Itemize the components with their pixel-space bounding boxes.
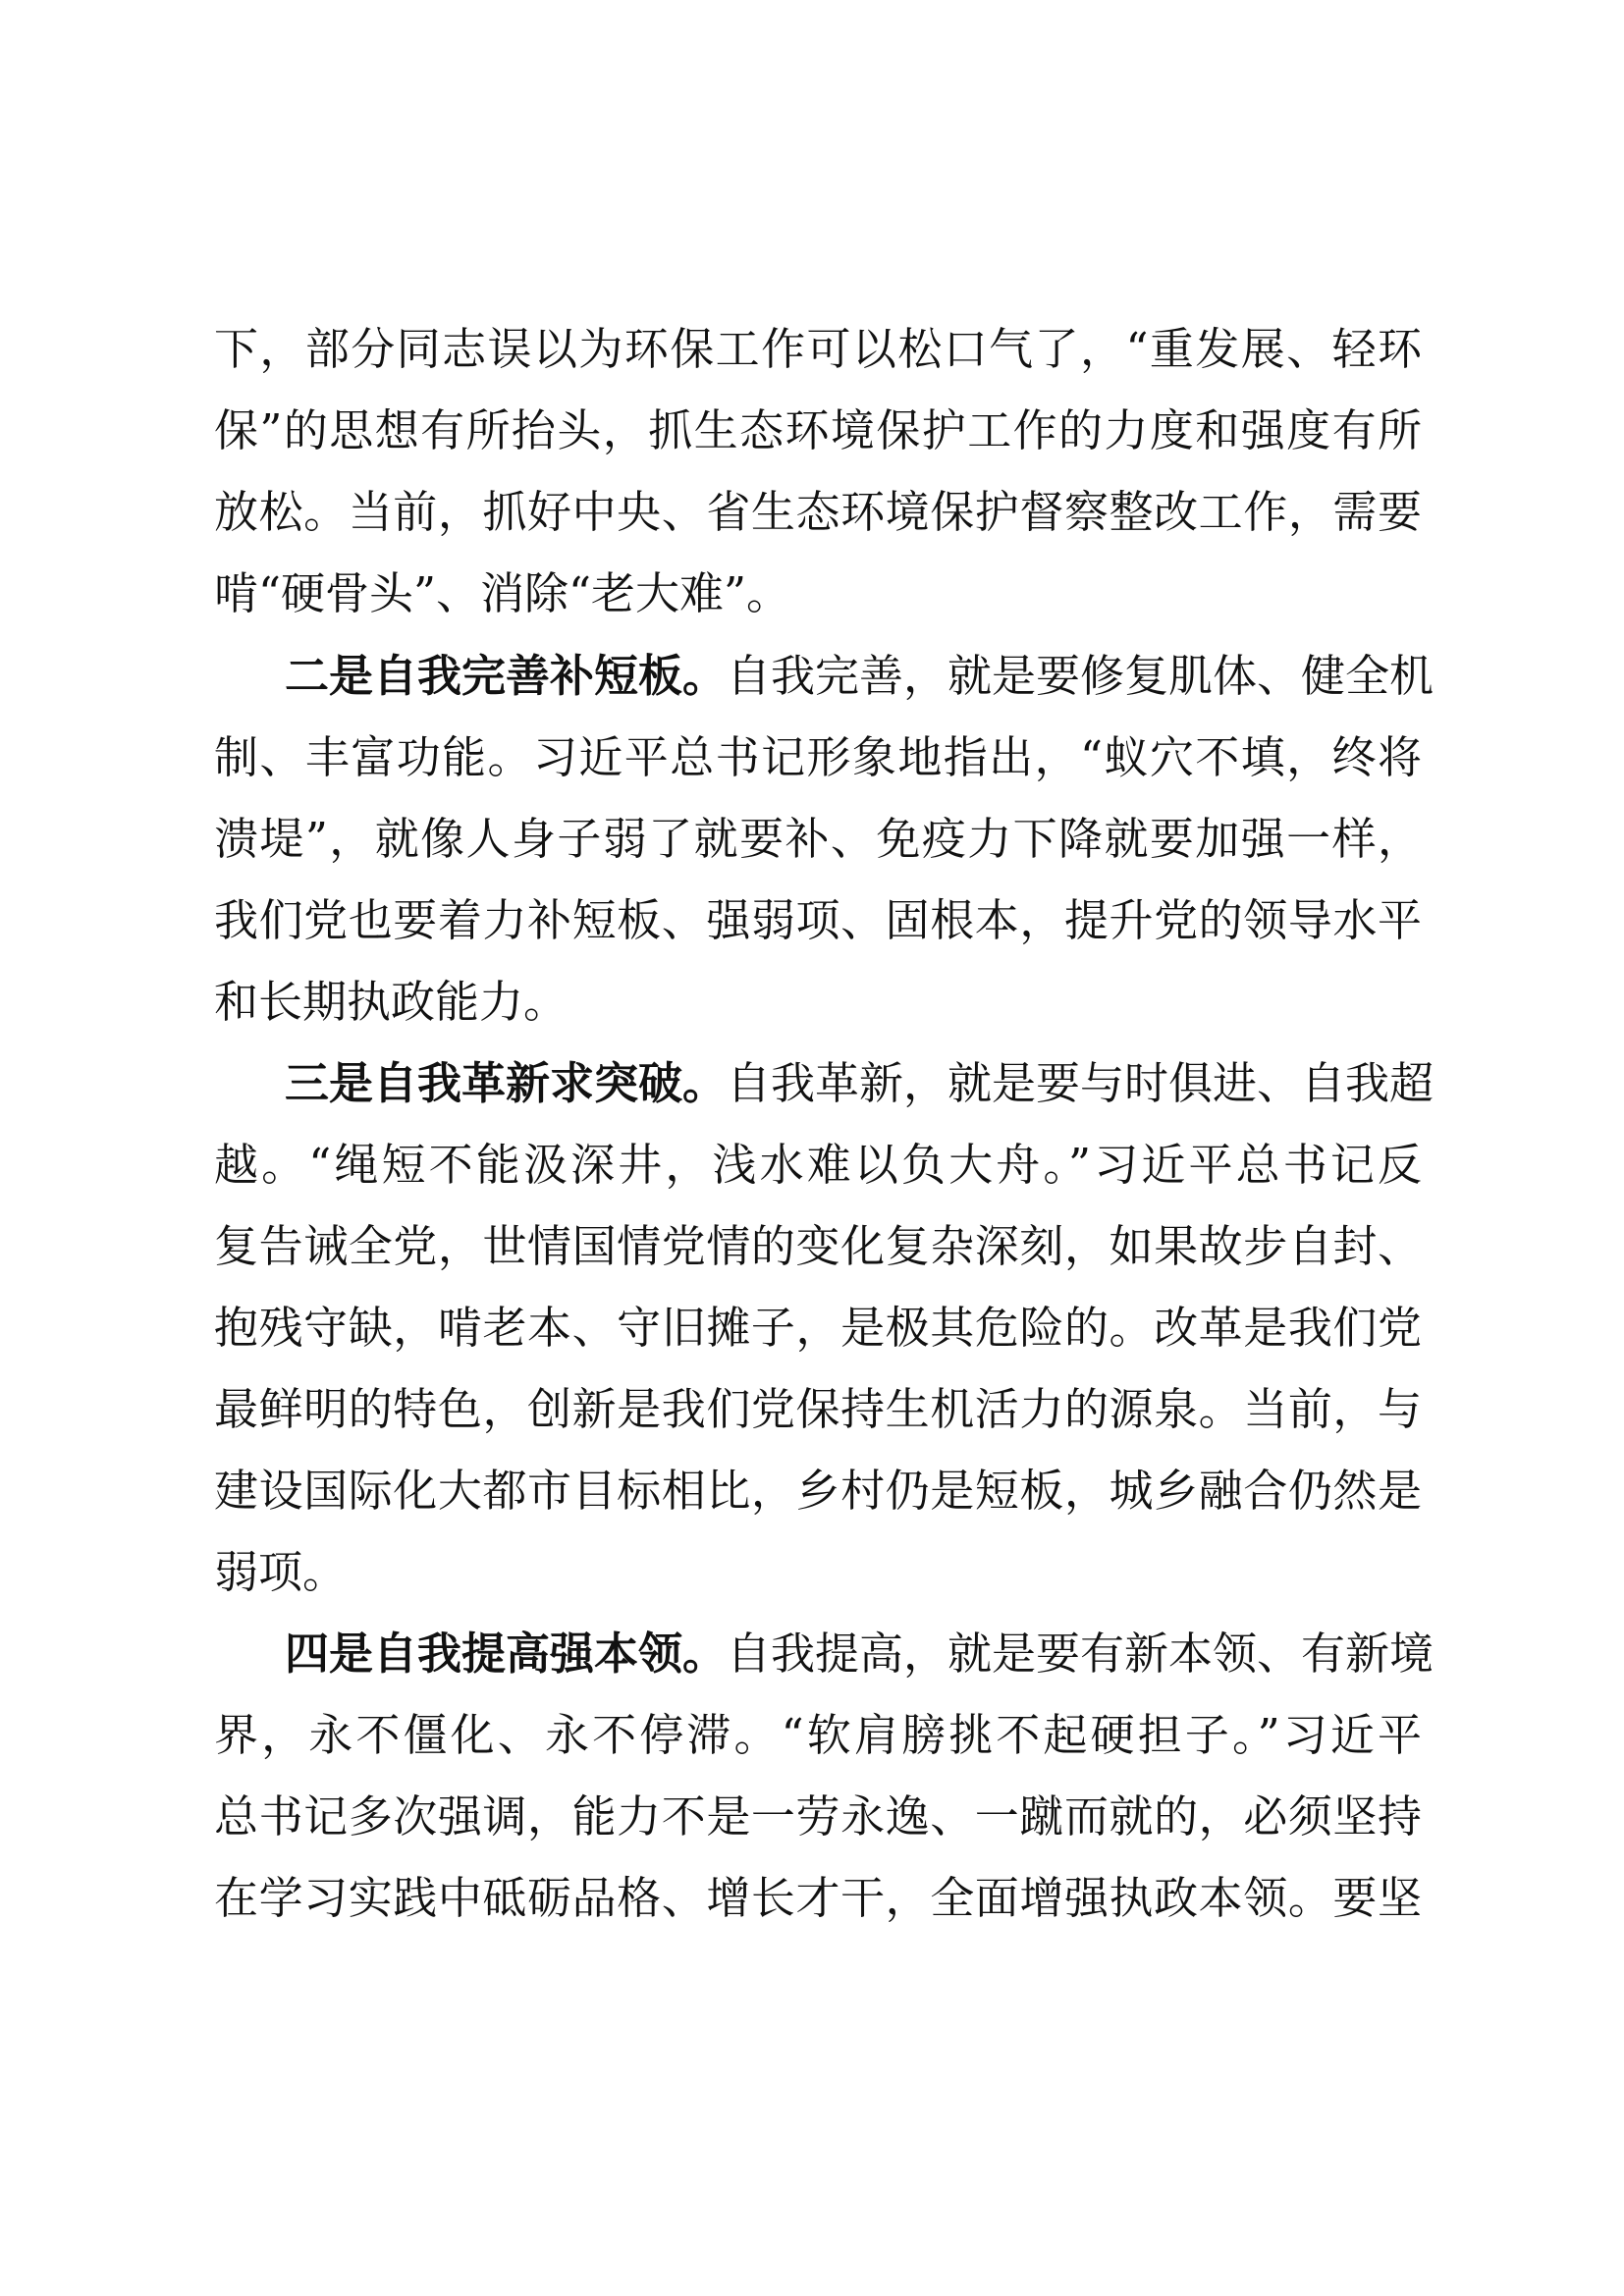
- text-line: 复告诫全党，世情国情党情的变化复杂深刻，如果故步自封、: [214, 1220, 1422, 1272]
- text-line: 下，部分同志误以为环保工作可以松口气了，“重发展、轻环: [214, 323, 1422, 375]
- paragraph-text: 自我提高，就是要有新本领、有新境: [727, 1628, 1435, 1680]
- paragraph-first-line: [285, 1054, 1435, 1113]
- text-line: 建设国际化大都市目标相比，乡村仍是短板，城乡融合仍然是: [214, 1465, 1422, 1517]
- paragraph-lead: 三是自我革新求突破。: [285, 1057, 728, 1109]
- text-line: 在学习实践中砥砺品格、增长才干，全面增强执政本领。要坚: [214, 1872, 1422, 1924]
- text-line: 啃“硬骨头”、消除“老大难”。: [214, 567, 791, 619]
- paragraph-text: 自我完善，就是要修复肌体、健全机: [727, 650, 1435, 702]
- text-line: 放松。当前，抓好中央、省生态环境保护督察整改工作，需要: [214, 486, 1422, 538]
- text-line: 保”的思想有所抬头，抓生态环境保护工作的力度和强度有所: [214, 404, 1422, 456]
- text-line: 抱残守缺，啃老本、守旧摊子，是极其危险的。改革是我们党: [214, 1302, 1422, 1354]
- text-line: 我们党也要着力补短板、强弱项、固根本，提升党的领导水平: [214, 894, 1422, 946]
- text-line: 溃堤”，就像人身子弱了就要补、免疫力下降就要加强一样，: [214, 813, 1422, 865]
- text-line: 和长期执政能力。: [214, 976, 568, 1028]
- paragraph-lead: 四是自我提高强本领。: [285, 1628, 728, 1680]
- text-line: 总书记多次强调，能力不是一劳永逸、一蹴而就的，必须坚持: [214, 1790, 1422, 1842]
- paragraph-text: 自我革新，就是要与时俱进、自我超: [727, 1057, 1435, 1109]
- text-line: 制、丰富功能。习近平总书记形象地指出，“蚁穴不填，终将: [214, 731, 1422, 783]
- text-line: 越。“绳短不能汲深井，浅水难以负大舟。”习近平总书记反: [214, 1139, 1422, 1191]
- text-line: 界，永不僵化、永不停滞。“软肩膀挑不起硬担子。”习近平: [214, 1709, 1422, 1761]
- paragraph-first-line: [285, 647, 1435, 706]
- paragraph-lead: 二是自我完善补短板。: [285, 650, 728, 702]
- text-line: 弱项。: [214, 1546, 348, 1598]
- text-line: 最鲜明的特色，创新是我们党保持生机活力的源泉。当前，与: [214, 1383, 1422, 1435]
- paragraph-first-line: [285, 1625, 1435, 1683]
